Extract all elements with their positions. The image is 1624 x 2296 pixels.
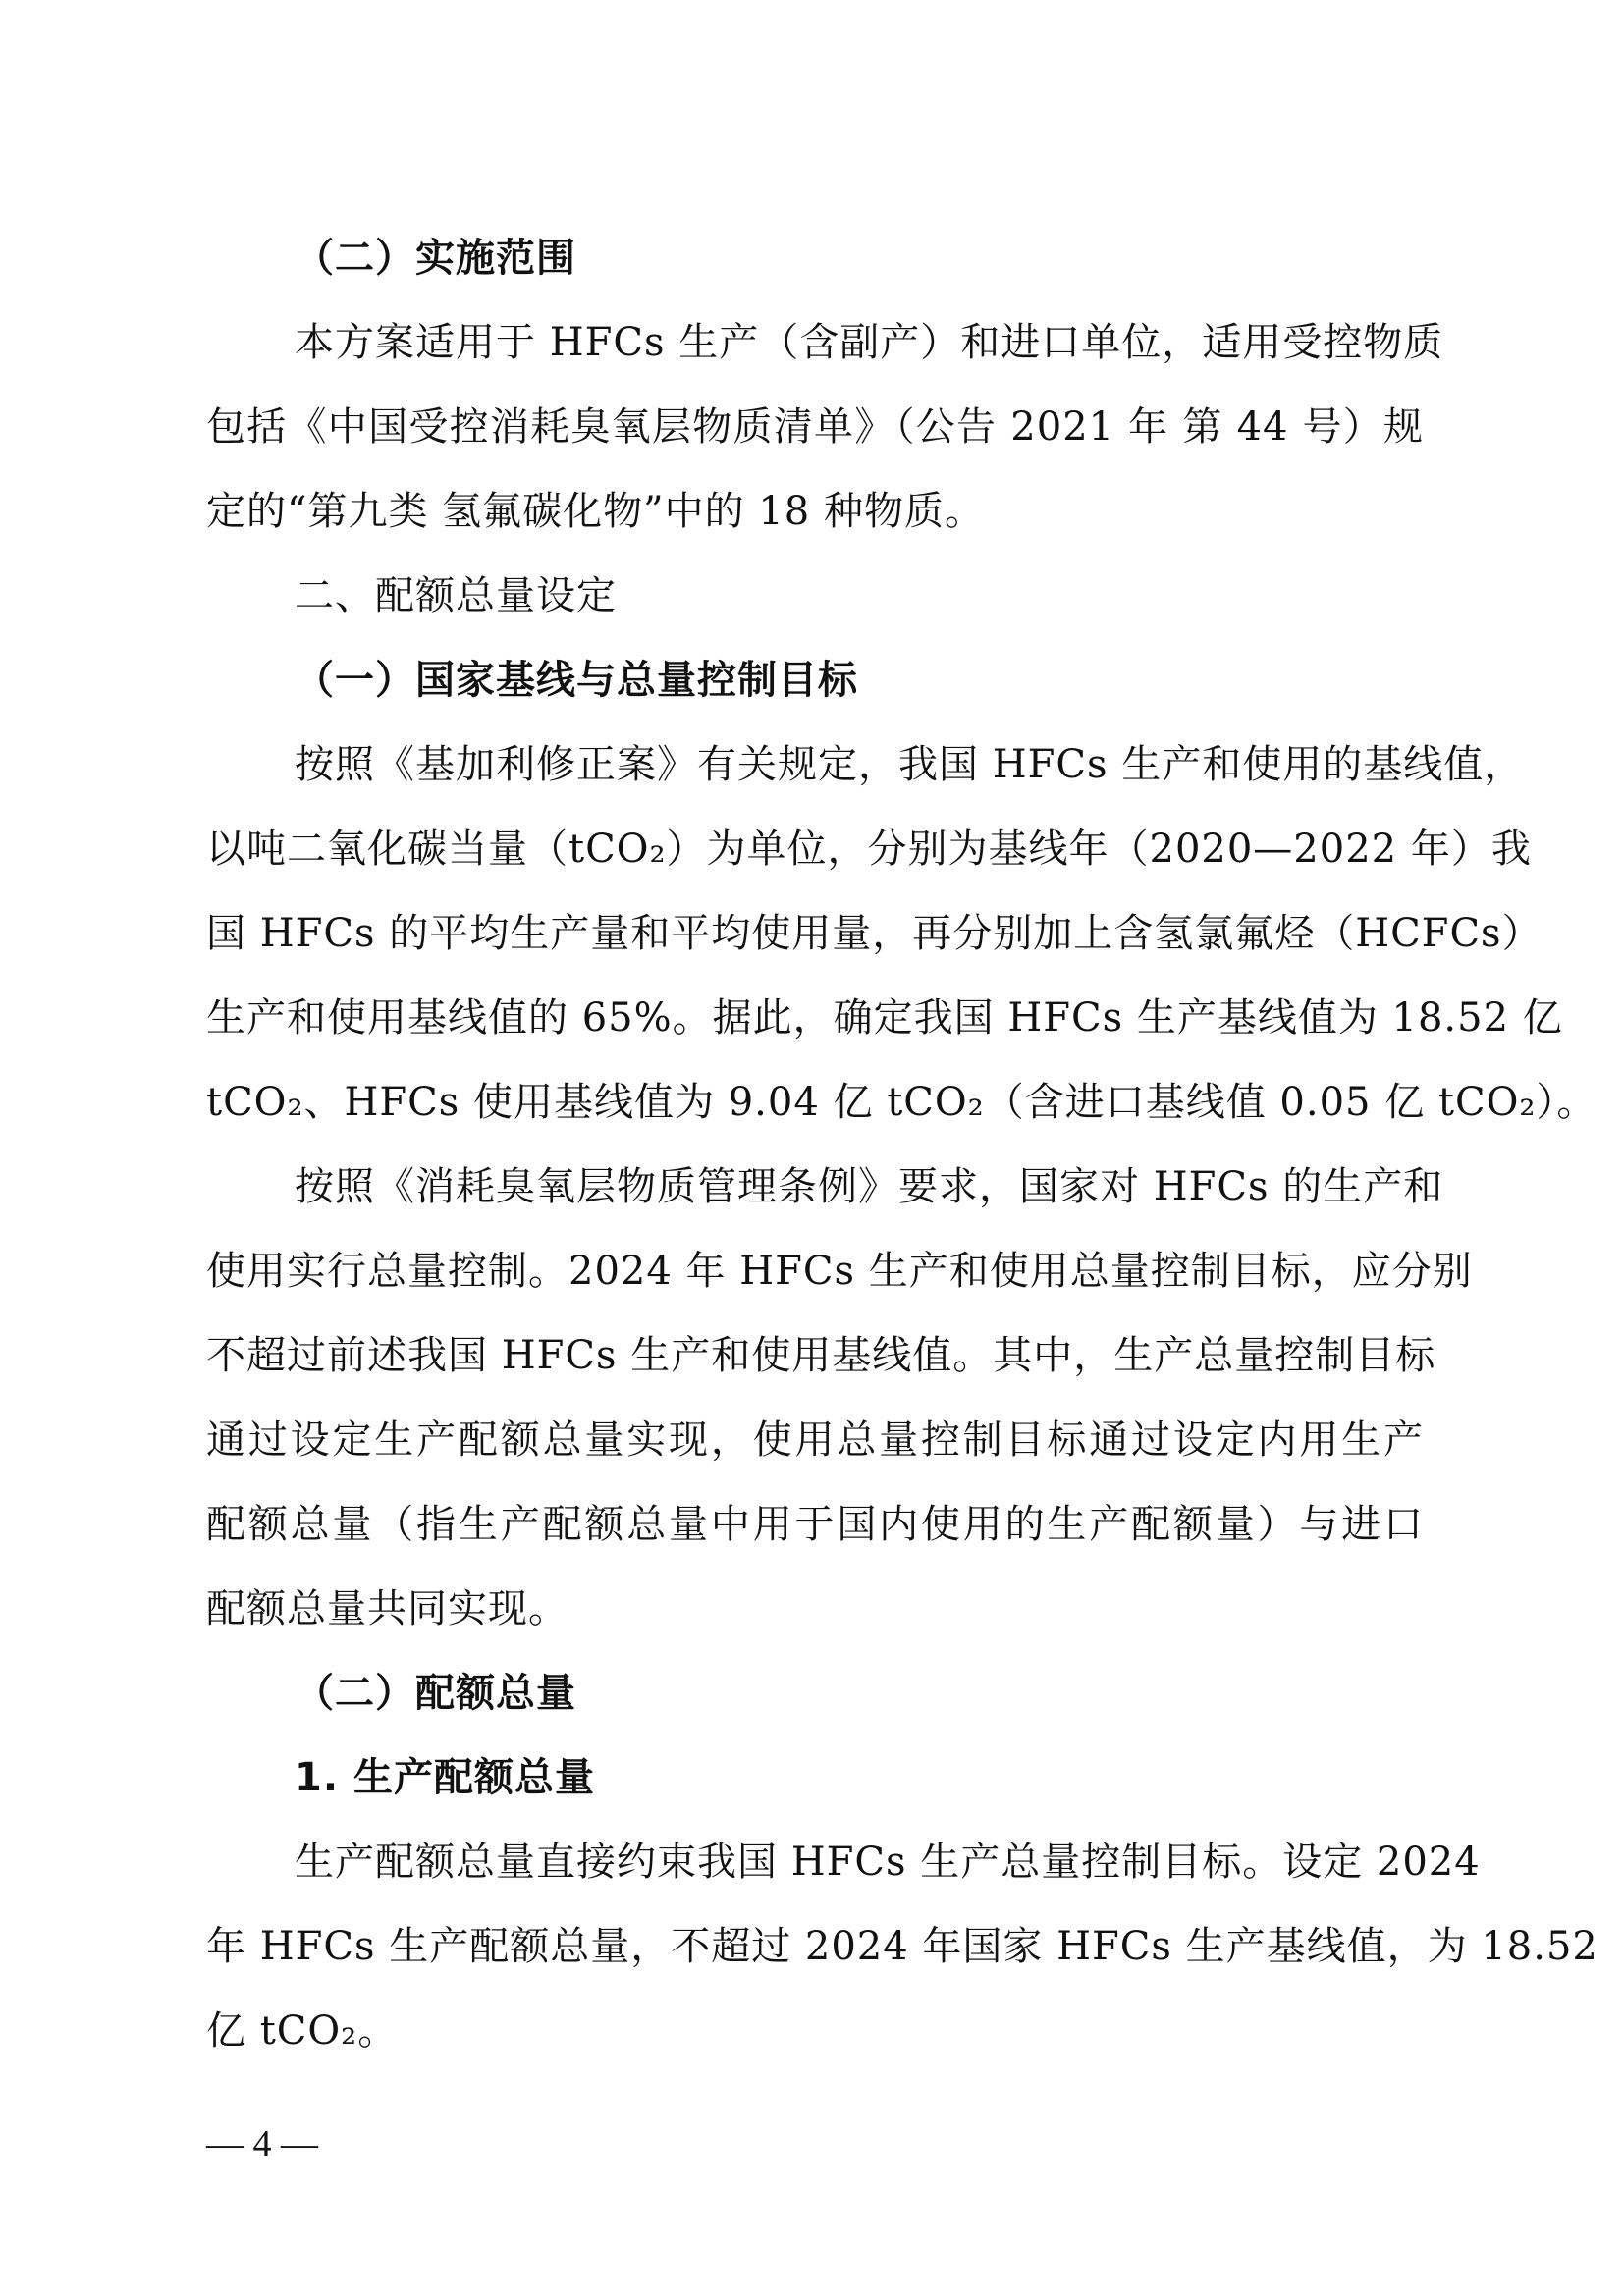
text-line: 按照《消耗臭氧层物质管理条例》要求，国家对 HFCs 的生产和 [295, 1164, 1444, 1209]
paragraph-line [0, 1145, 1624, 1229]
paragraph-line [0, 891, 1624, 976]
text-line: 生产配额总量直接约束我国 HFCs 生产总量控制目标。设定 2024 [295, 1840, 1481, 1885]
text-line: 以吨二氧化碳当量（tCO₂）为单位，分别为基线年（2020—2022 年）我 [206, 827, 1532, 872]
section-heading-quota-setting [0, 554, 1624, 638]
paragraph-line [0, 469, 1624, 554]
paragraph-line [0, 1398, 1624, 1482]
text-line: 亿 tCO₂。 [206, 2008, 399, 2054]
heading-text: 二、配额总量设定 [295, 573, 617, 618]
text-line: 年 HFCs 生产配额总量，不超过 2024 年国家 HFCs 生产基线值，为 18.52 [206, 1924, 1598, 1969]
text-line: 使用实行总量控制。2024 年 HFCs 生产和使用总量控制目标，应分别 [206, 1249, 1473, 1294]
paragraph-line [0, 1313, 1624, 1398]
paragraph-line [0, 300, 1624, 385]
paragraph-line [0, 1904, 1624, 1989]
heading-text: （一）国家基线与总量控制目标 [295, 658, 858, 703]
text-line: 定的“第九类 氢氟碳化物”中的 18 种物质。 [206, 489, 985, 534]
paragraph-line [0, 807, 1624, 891]
heading-text: （二）实施范围 [295, 236, 576, 281]
text-line: 通过设定生产配额总量实现，使用总量控制目标通过设定内用生产 [206, 1417, 1424, 1463]
text-line: tCO₂、HFCs 使用基线值为 9.04 亿 tCO₂（含进口基线值 0.05 亿 tCO₂）。 [206, 1080, 1597, 1125]
paragraph-line [0, 1567, 1624, 1651]
text-line: 配额总量共同实现。 [206, 1586, 568, 1631]
text-line: 本方案适用于 HFCs 生产（含副产）和进口单位，适用受控物质 [295, 320, 1444, 365]
section-heading-quota [0, 1651, 1624, 1735]
paragraph-line [0, 1989, 1624, 2073]
text-line: 不超过前述我国 HFCs 生产和使用基线值。其中，生产总量控制目标 [206, 1333, 1436, 1378]
text-line: 按照《基加利修正案》有关规定，我国 HFCs 生产和使用的基线值， [295, 742, 1525, 787]
text-line: 包括《中国受控消耗臭氧层物质清单》（公告 2021 年 第 44 号）规 [206, 404, 1424, 450]
section-heading-baseline [0, 638, 1624, 722]
paragraph-line [0, 722, 1624, 807]
text-line: 生产和使用基线值的 65%。据此，确定我国 HFCs 生产基线值为 18.52 亿 [206, 995, 1563, 1041]
paragraph-line [0, 1229, 1624, 1313]
page-number: — 4 — [206, 2123, 318, 2164]
paragraph-line [0, 1820, 1624, 1904]
heading-text: （二）配额总量 [295, 1671, 576, 1716]
paragraph-line [0, 1060, 1624, 1145]
heading-text: 1. 生产配额总量 [295, 1755, 595, 1800]
text-line: 国 HFCs 的平均生产量和平均使用量，再分别加上含氢氯氟烃（HCFCs） [206, 911, 1543, 956]
section-heading-scope [0, 216, 1624, 300]
paragraph-line [0, 976, 1624, 1060]
paragraph-line [0, 1482, 1624, 1567]
paragraph-line [0, 385, 1624, 469]
section-heading-production [0, 1735, 1624, 1820]
text-line: 配额总量（指生产配额总量中用于国内使用的生产配额量）与进口 [206, 1502, 1424, 1547]
